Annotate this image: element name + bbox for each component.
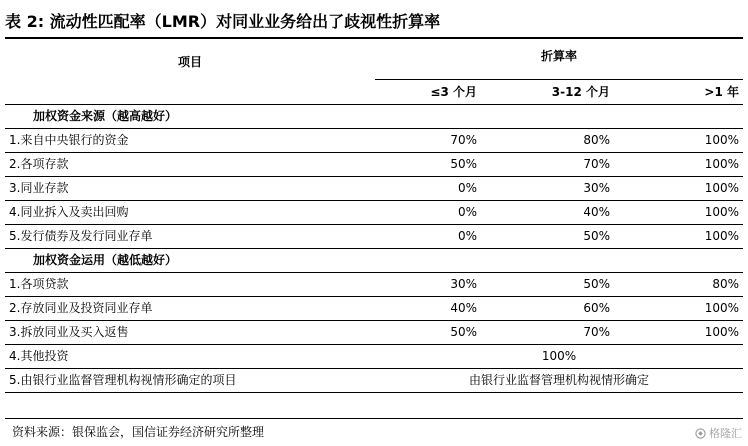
header-col-2: 3-12 个月 [481,80,614,105]
title-rule [5,37,743,39]
row-value: 70% [481,153,614,177]
row-item: 2.存放同业及投资同业存单 [5,297,375,321]
watermark [695,425,742,441]
row-item: 3.拆放同业及买入返售 [5,321,375,345]
table-row [5,153,743,177]
section-header-uses [5,249,743,273]
header-project: 项目 [177,55,202,69]
row-value: 50% [481,225,614,249]
row-item: 4.同业拆入及卖出回购 [5,201,375,225]
row-item: 2.各项存款 [5,153,375,177]
table-row-merged [5,369,743,393]
row-value: 80% [614,273,743,297]
header-row-columns [5,80,743,105]
row-value: 50% [375,321,481,345]
table-row [5,129,743,153]
row-value: 100% [614,297,743,321]
row-value: 0% [375,201,481,225]
lmr-table [5,45,743,393]
header-row-top [5,45,743,80]
table-row [5,201,743,225]
row-item: 1.各项贷款 [5,273,375,297]
header-blank [5,80,375,105]
row-value: 30% [481,177,614,201]
row-value: 100% [614,201,743,225]
row-value: 100% [614,129,743,153]
watermark-logo-icon [695,428,706,439]
row-value: 50% [481,273,614,297]
footer-rule [5,418,743,419]
table-row [5,225,743,249]
table-row [5,321,743,345]
row-value: 0% [375,177,481,201]
row-value: 50% [375,153,481,177]
header-col-1: ≤3 个月 [375,80,481,105]
section-header-sources [5,105,743,129]
row-value: 40% [481,201,614,225]
row-value: 60% [481,297,614,321]
row-value: 100% [614,321,743,345]
source-note: 资料来源：银保监会，国信证券经济研究所整理 [12,425,265,439]
row-value: 0% [375,225,481,249]
table-row [5,177,743,201]
row-merged-value: 由银行业监督管理机构视情形确定 [375,369,743,393]
row-value: 80% [481,129,614,153]
row-merged-value: 100% [375,345,743,369]
table-row [5,297,743,321]
row-item: 5.发行债券及发行同业存单 [5,225,375,249]
row-item: 5.由银行业监督管理机构视情形确定的项目 [5,369,375,393]
row-value: 70% [481,321,614,345]
row-item: 1.来自中央银行的资金 [5,129,375,153]
row-value: 100% [614,225,743,249]
row-item: 3.同业存款 [5,177,375,201]
row-value: 100% [614,177,743,201]
watermark-text: 格隆汇 [709,427,742,440]
row-value: 40% [375,297,481,321]
row-value: 70% [375,129,481,153]
row-value: 100% [614,153,743,177]
row-value: 30% [375,273,481,297]
table-row [5,273,743,297]
table-row-merged [5,345,743,369]
section-label: 加权资金运用（越低越好） [5,249,743,273]
header-col-3: >1 年 [614,80,743,105]
table-title: 表 2: 流动性匹配率（LMR）对同业业务给出了歧视性折算率 [5,12,441,31]
header-rate: 折算率 [375,45,743,80]
section-label: 加权资金来源（越高越好） [5,105,743,129]
row-item: 4.其他投资 [5,345,375,369]
